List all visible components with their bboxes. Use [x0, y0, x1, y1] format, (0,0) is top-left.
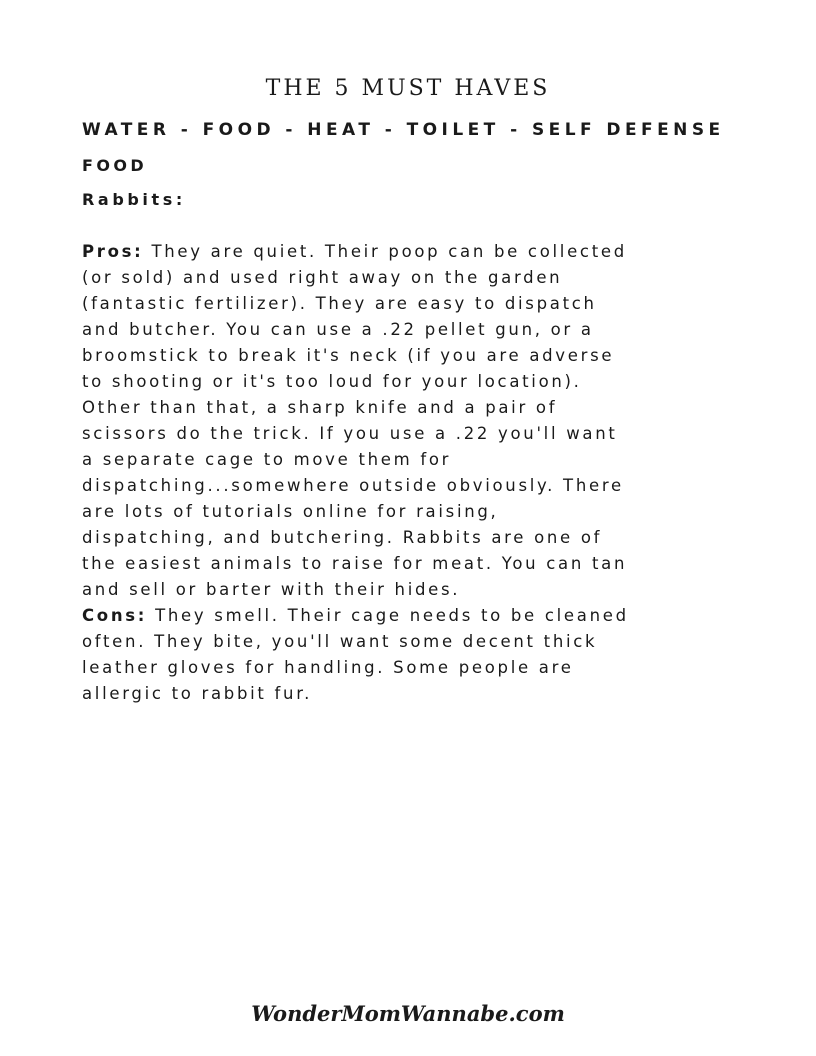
pros-line: the easiest animals to raise for meat. You can tan	[82, 554, 628, 573]
pros-line: scissors do the trick. If you use a .22 you'll want	[82, 424, 618, 443]
must-haves-list: WATER - FOOD - HEAT - TOILET - SELF DEFENSE	[82, 120, 725, 140]
pros-text: They are quiet. Their poop can be collected	[143, 242, 627, 261]
pros-line: a separate cage to move them for	[82, 450, 452, 469]
subsection-heading: Rabbits:	[82, 190, 186, 209]
footer-website: WonderMomWannabe.com	[251, 1001, 565, 1026]
pros-line: (fantastic fertilizer). They are easy to dispatch	[82, 294, 597, 313]
cons-line	[82, 603, 742, 629]
pros-line: are lots of tutorials online for raising,	[82, 502, 499, 521]
pros-line: dispatching, and butchering. Rabbits are one of	[82, 528, 603, 547]
pros-line: broomstick to break it's neck (if you are adverse	[82, 346, 615, 365]
pros-line: to shooting or it's too loud for your location).	[82, 372, 582, 391]
cons-line: often. They bite, you'll want some decent thick	[82, 632, 598, 651]
cons-line: leather gloves for handling. Some people are	[82, 658, 574, 677]
cons-text: They smell. Their cage needs to be cleaned	[147, 606, 629, 625]
pros-line	[82, 239, 742, 265]
cons-line: allergic to rabbit fur.	[82, 684, 313, 703]
page-title: THE 5 MUST HAVES	[265, 76, 551, 101]
body-text	[82, 239, 742, 707]
cons-label: Cons:	[82, 606, 148, 625]
pros-line: and butcher. You can use a .22 pellet gun, or a	[82, 320, 594, 339]
pros-label: Pros:	[82, 242, 144, 261]
pros-line: Other than that, a sharp knife and a pair of	[82, 398, 558, 417]
pros-line: dispatching...somewhere outside obviously. There	[82, 476, 624, 495]
pros-line: (or sold) and used right away on the garden	[82, 268, 563, 287]
section-heading: FOOD	[82, 156, 148, 175]
pros-line: and sell or barter with their hides.	[82, 580, 461, 599]
